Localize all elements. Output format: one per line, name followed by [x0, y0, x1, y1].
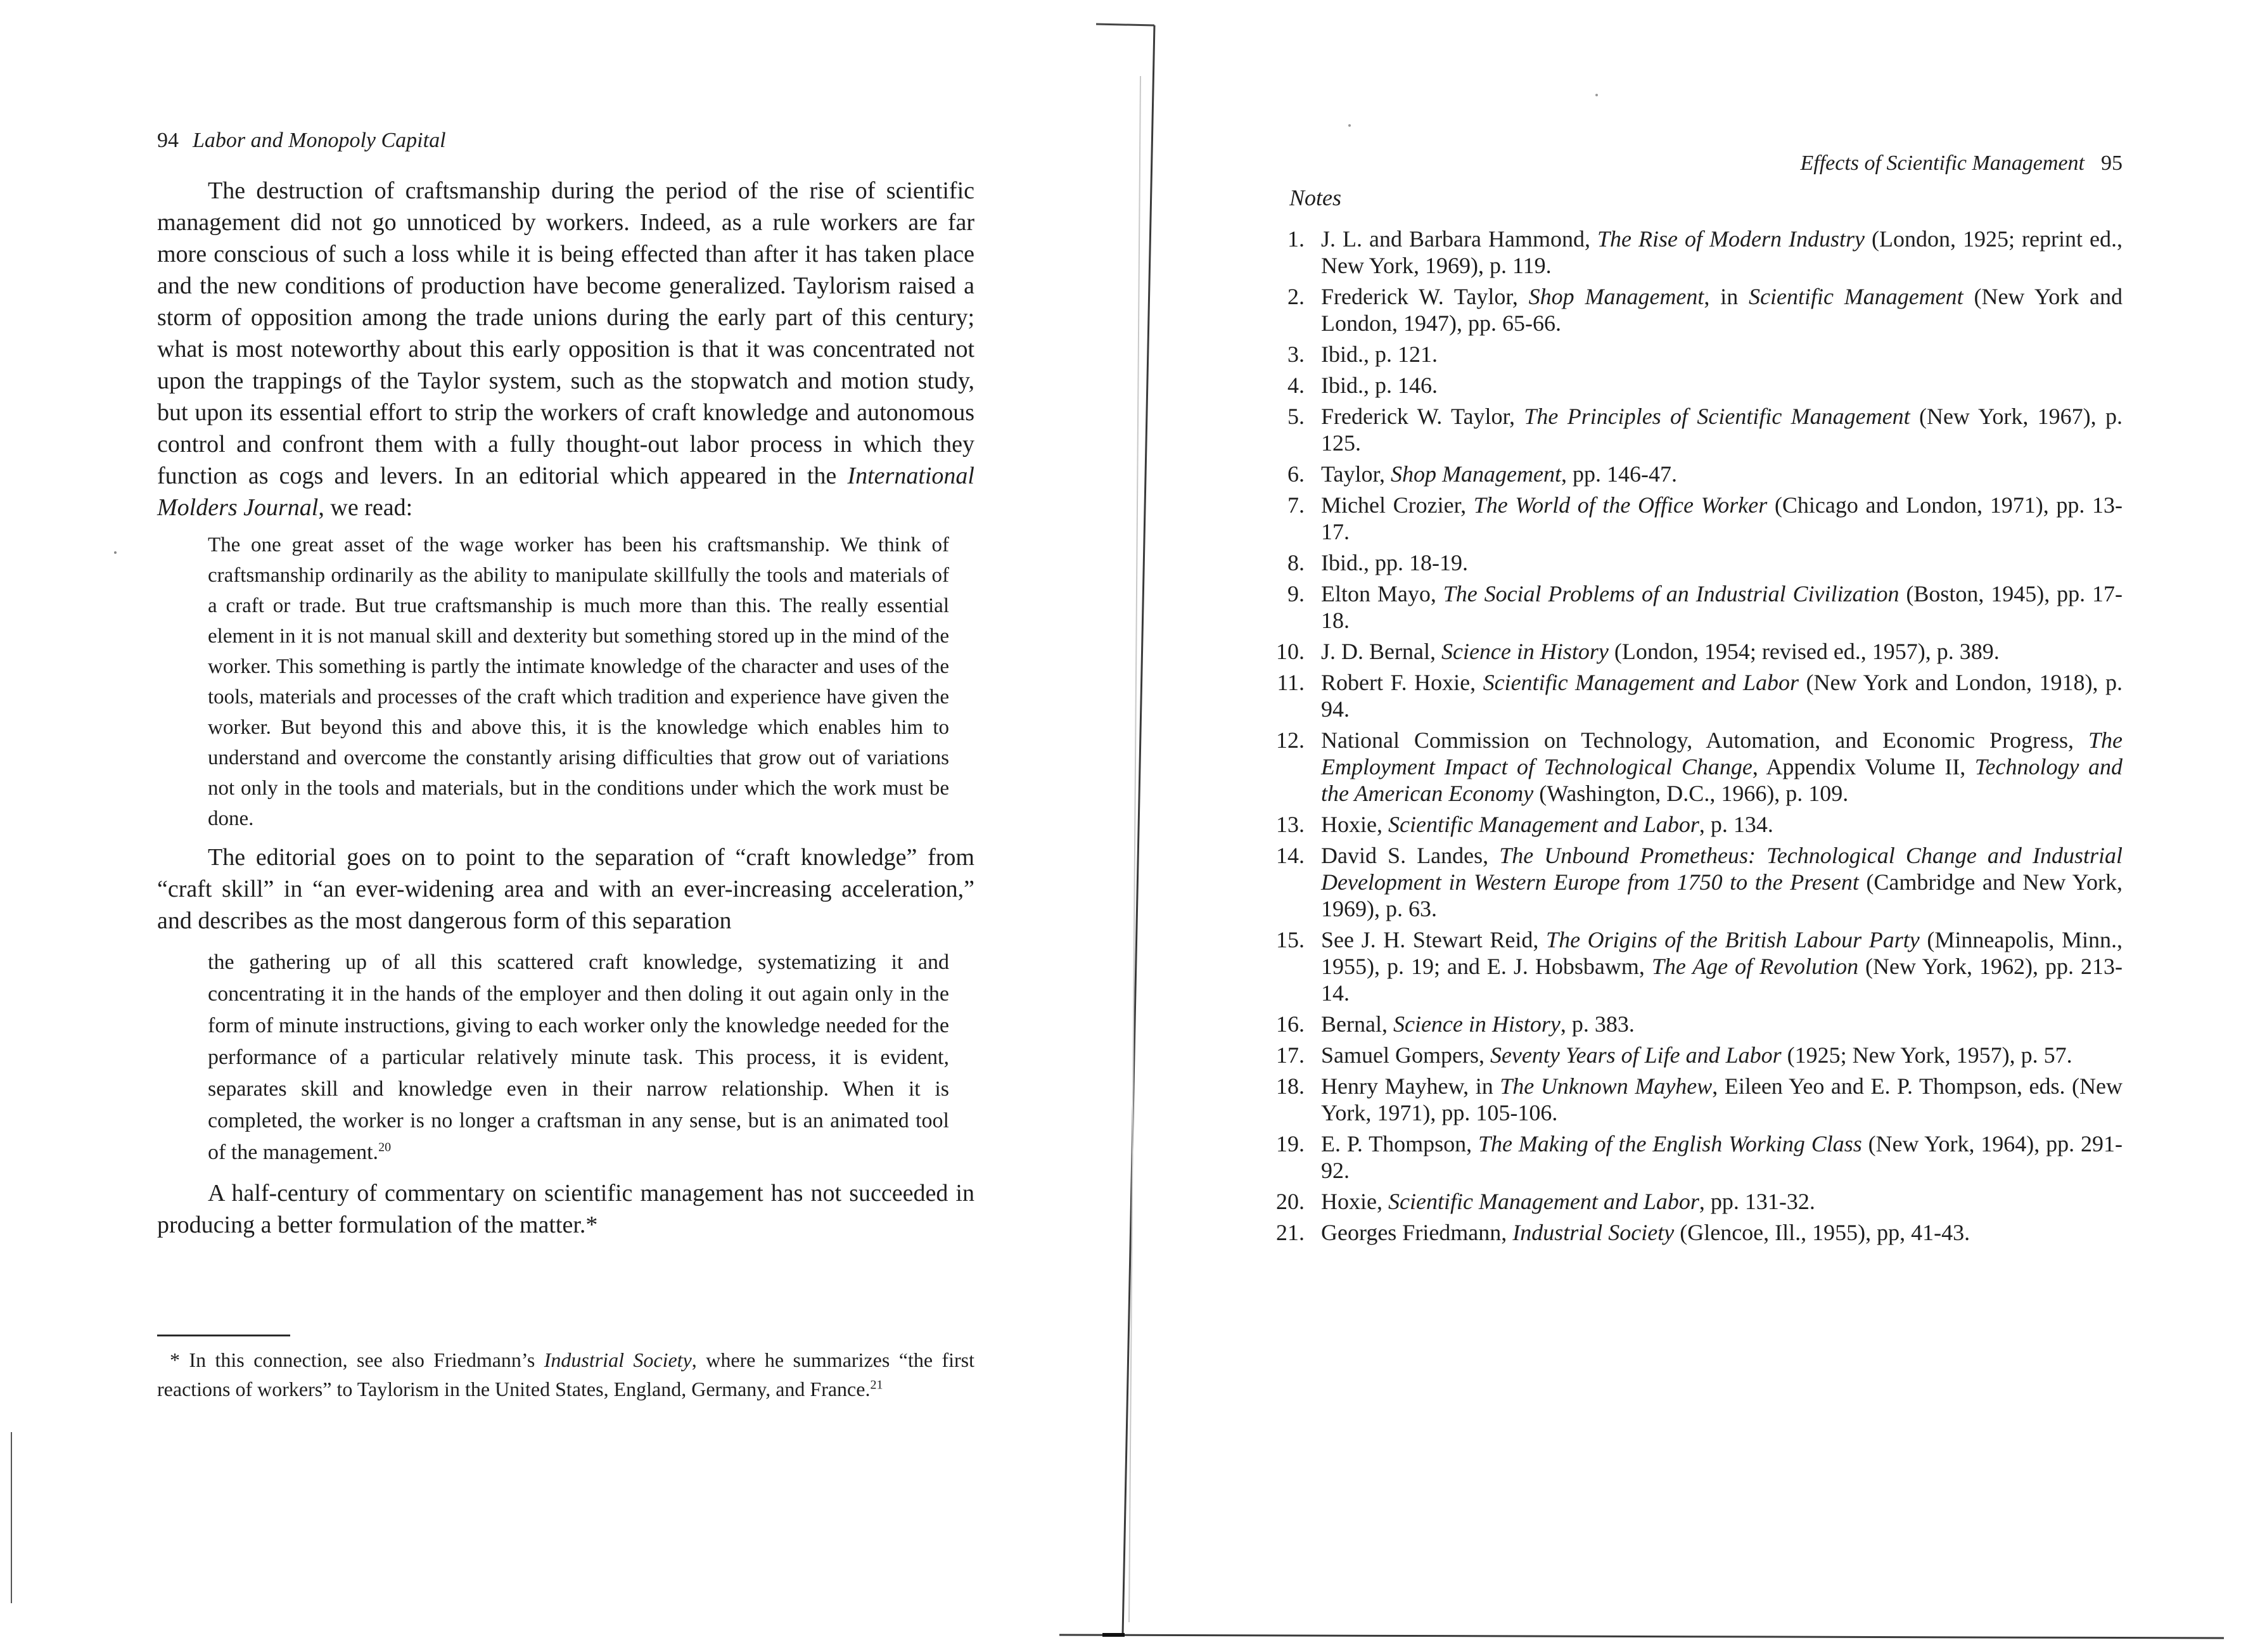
- note-item: [1239, 283, 2123, 336]
- text-run: Elton Mayo,: [1321, 581, 1443, 606]
- italic-title: Scientific Management and Labor: [1388, 812, 1699, 837]
- italic-title: The Making of the English Working Class: [1478, 1131, 1862, 1156]
- body-paragraph: A half-century of commentary on scientific management has not succeeded in producing a better formulation of the matter.*: [157, 1180, 974, 1238]
- text-run: Taylor,: [1321, 461, 1391, 487]
- text-run: Ibid., p. 121.: [1321, 342, 1438, 367]
- running-head: [157, 127, 974, 155]
- text-run: Ibid., pp. 18-19.: [1321, 550, 1468, 575]
- text-run: (New York, 1962), pp. 213-14.: [1321, 954, 2123, 1006]
- body-paragraph: [157, 175, 974, 523]
- text-run: National Commission on Technology, Automation, and Economic Progress,: [1321, 727, 2088, 753]
- right-page: [1239, 127, 2123, 1250]
- left-page: [157, 127, 974, 1404]
- italic-title: Seventy Years of Life and Labor: [1490, 1042, 1782, 1068]
- note-text: [1321, 461, 1677, 487]
- text-run: Frederick W. Taylor,: [1321, 404, 1524, 429]
- note-reference: 20: [378, 1140, 392, 1155]
- note-text: [1321, 492, 2123, 544]
- text-run: Henry Mayhew, in: [1321, 1073, 1500, 1099]
- italic-title: Scientific Management and Labor: [1483, 670, 1799, 695]
- text-run: Hoxie,: [1321, 812, 1388, 837]
- italic-title: The Rise of Modern Industry: [1597, 226, 1865, 252]
- text-run: Georges Friedmann,: [1321, 1220, 1513, 1245]
- text-run: Robert F. Hoxie,: [1321, 670, 1483, 695]
- note-text: [1321, 1042, 2072, 1068]
- italic-title: The Principles of Scientific Management: [1524, 404, 1910, 429]
- running-title: Labor and Monopoly Capital: [193, 129, 446, 152]
- note-number: 4.: [1287, 373, 1305, 398]
- note-reference: 21: [870, 1378, 883, 1392]
- text-run: (New York and London, 1947), pp. 65-66.: [1321, 284, 2123, 336]
- text-run: (New York and London, 1918), p. 94.: [1321, 670, 2123, 722]
- speck: [114, 551, 117, 554]
- italic-title: The Social Problems of an Industrial Civilization: [1443, 581, 1899, 606]
- italic-title: The Age of Revolution: [1651, 954, 1859, 979]
- text-run: The destruction of craftsmanship during the period of the rise of scientific management did not go unnoticed by workers. Indeed, as a rule workers are far more conscious of such a loss while it is being effected than after it has taken place and the new conditions of production have become generalized. Taylorism raised a storm of opposition among the trade unions during the early part of this century; what is most noteworthy about this early opposition is that it was concentrated not upon the trappings of the Taylor system, such as the stopwatch and motion study, but upon its essential effort to strip the workers of craft knowledge and autonomous control and confront them with a fully thought-out labor process in which they function as cogs and levers. In an editorial which appeared in the: [157, 177, 974, 489]
- note-number: 10.: [1276, 639, 1305, 664]
- italic-title: The Employment Impact of Technological Change: [1321, 727, 2123, 779]
- note-item: [1239, 842, 2123, 922]
- note-number: 1.: [1287, 226, 1305, 252]
- bottom-edge-line: [1059, 1635, 2224, 1638]
- text-run: Samuel Gompers,: [1321, 1042, 1490, 1068]
- note-number: 9.: [1287, 581, 1305, 606]
- italic-title: Shop Management: [1391, 461, 1561, 487]
- italic-title: The Origins of the British Labour Party: [1546, 927, 1920, 952]
- italic-title: International Molders Journal: [157, 463, 974, 521]
- note-item: [1239, 1188, 2123, 1215]
- gutter-line-top: [1096, 24, 1154, 25]
- text-run: (New York, 1964), pp. 291-92.: [1321, 1131, 2123, 1183]
- text-run: , we read:: [318, 494, 413, 521]
- note-text: [1321, 1189, 1815, 1214]
- text-run: See J. H. Stewart Reid,: [1321, 927, 1547, 952]
- note-item: [1239, 226, 2123, 279]
- note-item: [1239, 341, 2123, 368]
- note-text: [1321, 581, 2123, 633]
- text-run: (Cambridge and New York, 1969), p. 63.: [1321, 869, 2123, 921]
- text-run: Ibid., p. 146.: [1321, 373, 1438, 398]
- note-item: [1239, 1042, 2123, 1068]
- italic-title: Scientific Management and Labor: [1388, 1189, 1699, 1214]
- note-number: 3.: [1287, 342, 1305, 367]
- text-run: E. P. Thompson,: [1321, 1131, 1478, 1156]
- note-number: 2.: [1287, 284, 1305, 309]
- text-run: (Chicago and London, 1971), pp. 13-17.: [1321, 492, 2123, 544]
- note-item: [1239, 727, 2123, 807]
- footnote: [157, 1345, 974, 1404]
- note-number: 15.: [1276, 927, 1305, 952]
- italic-title: The World of the Office Worker: [1473, 492, 1768, 518]
- note-item: [1239, 926, 2123, 1006]
- note-number: 21.: [1276, 1220, 1305, 1245]
- text-run: J. D. Bernal,: [1321, 639, 1441, 664]
- block-quote: [208, 947, 949, 1169]
- note-number: 12.: [1276, 727, 1305, 753]
- note-text: [1321, 727, 2123, 806]
- note-number: 7.: [1287, 492, 1305, 518]
- text-run: (Minneapolis, Minn., 1955), p. 19; and E. J. Hobsbawm,: [1321, 927, 2123, 979]
- note-number: 6.: [1287, 461, 1305, 487]
- italic-title: Scientific Management: [1748, 284, 1963, 309]
- running-title: Effects of Scientific Management: [1800, 151, 2085, 175]
- italic-title: Industrial Society: [1512, 1220, 1675, 1245]
- block-quote-text: the gathering up of all this scattered craft knowledge, systematizing it and concentrating it in the hands of the employer and then doling it out again only in the form of minute instructions, giving to each worker only the knowledge needed for the performance of a particular relatively minute task. This process, it is evident, separates skill and knowledge even in their narrow relationship. When it is completed, the worker is no longer a craftsman in any sense, but is an animated tool of the management.: [208, 951, 949, 1164]
- note-item: [1239, 1219, 2123, 1246]
- note-number: 8.: [1287, 550, 1305, 575]
- note-text: [1321, 1011, 1635, 1037]
- note-number: 18.: [1276, 1073, 1305, 1099]
- body-paragraph: The editorial goes on to point to the separation of “craft knowledge” from “craft skill” in “an ever-widening area and with an ever-increasing acceleration,” and describes as the most dangerous form of this separation: [157, 844, 974, 934]
- note-item: [1239, 549, 2123, 576]
- note-item: [1239, 580, 2123, 634]
- note-text: [1321, 843, 2123, 921]
- text-run: , Eileen Yeo and E. P. Thompson, eds. (New York, 1971), pp. 105-106.: [1321, 1073, 2123, 1125]
- italic-title: Science in History: [1441, 639, 1609, 664]
- block-quote: The one great asset of the wage worker has been his craftsmanship. We think of craftsmanship ordinarily as the ability to manipulate skillfully the tools and materials of a craft or trade. But true craftsmanship is much more than this. The really essential element in it is not manual skill and dexterity but something stored up in the mind of the worker. This something is partly the intimate knowledge of the character and uses of the tools, materials and processes of the craft which tradition and experience have given the worker. But beyond this and above this, it is the knowledge which enables him to understand and overcome the constantly arising difficulties that grow out of variations not only in the tools and materials, but in the conditions under which the work must be done.: [208, 534, 949, 830]
- note-item: [1239, 461, 2123, 487]
- text-run: , in: [1704, 284, 1749, 309]
- text-run: (Washington, D.C., 1966), p. 109.: [1533, 781, 1849, 806]
- notes-heading: Notes: [1289, 185, 1342, 210]
- text-run: David S. Landes,: [1321, 843, 1500, 868]
- italic-title: Technology and the American Economy: [1321, 754, 2123, 806]
- text-run: , p. 383.: [1560, 1011, 1635, 1037]
- note-item: [1239, 638, 2123, 665]
- text-run: , p. 134.: [1699, 812, 1773, 837]
- note-item: [1239, 492, 2123, 545]
- note-text: [1321, 812, 1773, 837]
- note-item: [1239, 1011, 2123, 1037]
- note-item: [1239, 403, 2123, 456]
- note-item: [1239, 372, 2123, 399]
- text-run: (Boston, 1945), pp. 17-18.: [1321, 581, 2123, 633]
- italic-title: Science in History: [1393, 1011, 1561, 1037]
- note-text: [1321, 927, 2123, 1006]
- note-number: 11.: [1277, 670, 1305, 695]
- note-number: 14.: [1276, 843, 1305, 868]
- text-run: (New York, 1967), p. 125.: [1321, 404, 2123, 456]
- footnote-rule: [157, 1335, 290, 1336]
- note-text: [1321, 1073, 2123, 1125]
- note-number: 5.: [1287, 404, 1305, 429]
- text-run: Frederick W. Taylor,: [1321, 284, 1529, 309]
- note-text: [1321, 342, 1438, 367]
- note-number: 13.: [1276, 812, 1305, 837]
- page-number: 95: [2101, 151, 2123, 175]
- note-number: 17.: [1276, 1042, 1305, 1068]
- note-text: [1321, 404, 2123, 456]
- text-run: , where he summarizes “the first reactions of workers” to Taylorism in the United States, England, Germany, and France.: [157, 1348, 975, 1400]
- notes-list: [1239, 226, 2123, 1246]
- italic-title: The Unknown Mayhew: [1500, 1073, 1713, 1099]
- note-number: 16.: [1276, 1011, 1305, 1037]
- note-item: [1239, 1130, 2123, 1184]
- text-run: (London, 1925; reprint ed., New York, 1969), p. 119.: [1321, 226, 2123, 278]
- text-run: Hoxie,: [1321, 1189, 1388, 1214]
- italic-title: The Unbound Prometheus: Technological Change and Industrial Development in Western Europe from 1750 to the Present: [1321, 843, 2123, 895]
- note-text: [1321, 1131, 2123, 1183]
- text-run: , Appendix Volume II,: [1752, 754, 1975, 779]
- running-head: [1239, 150, 2123, 177]
- note-item: [1239, 669, 2123, 722]
- text-run: (Glencoe, Ill., 1955), pp, 41-43.: [1674, 1220, 1970, 1245]
- note-text: [1321, 670, 2123, 722]
- text-run: Michel Crozier,: [1321, 492, 1474, 518]
- note-item: [1239, 1073, 2123, 1126]
- italic-title: Industrial Society: [544, 1348, 692, 1371]
- speck: [1595, 94, 1598, 96]
- note-item: [1239, 811, 2123, 838]
- note-text: [1321, 284, 2123, 336]
- note-text: [1321, 373, 1438, 398]
- note-number: 20.: [1276, 1189, 1305, 1214]
- text-run: , pp. 131-32.: [1699, 1189, 1815, 1214]
- page-number: 94: [157, 129, 179, 152]
- note-text: [1321, 1220, 1970, 1245]
- text-run: , pp. 146-47.: [1561, 461, 1677, 487]
- note-text: [1321, 639, 2000, 664]
- note-number: 19.: [1276, 1131, 1305, 1156]
- italic-title: Shop Management: [1528, 284, 1704, 309]
- text-run: J. L. and Barbara Hammond,: [1321, 226, 1597, 252]
- text-run: Bernal,: [1321, 1011, 1393, 1037]
- text-run: (1925; New York, 1957), p. 57.: [1781, 1042, 2072, 1068]
- text-run: (London, 1954; revised ed., 1957), p. 389.: [1608, 639, 2000, 664]
- note-text: [1321, 226, 2123, 278]
- note-text: [1321, 550, 1468, 575]
- text-run: * In this connection, see also Friedmann’s: [170, 1348, 544, 1371]
